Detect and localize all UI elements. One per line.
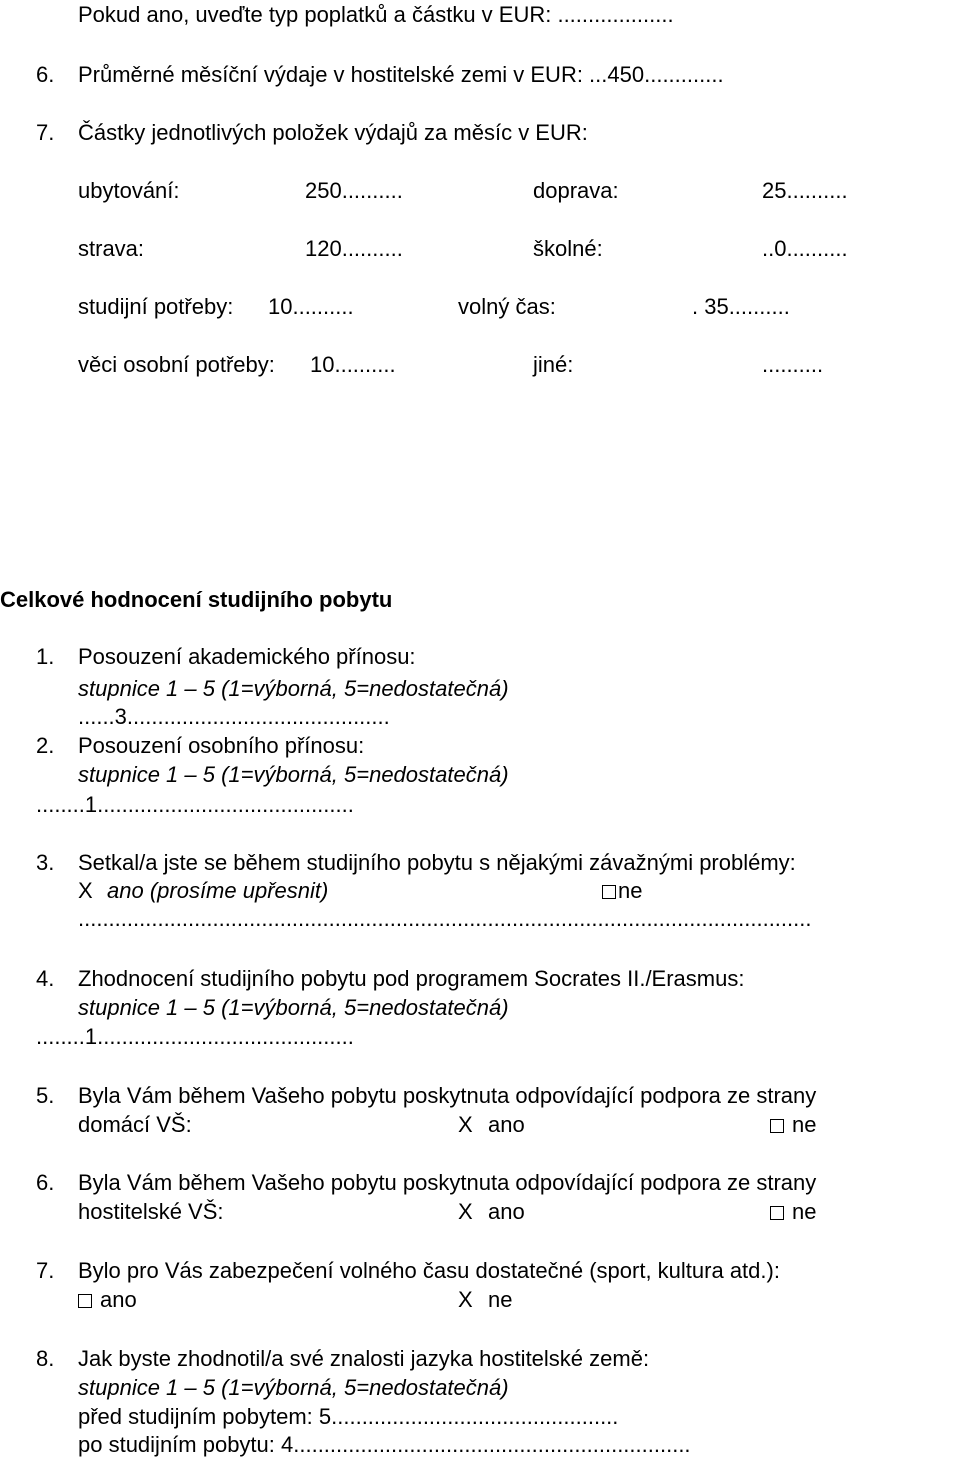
q4-answer: ........1.......................................... xyxy=(36,1024,354,1049)
q3-no-option xyxy=(602,878,642,904)
expense-study-label: studijní potřeby: xyxy=(78,294,234,319)
q5-number: 5. xyxy=(36,1083,55,1108)
q7-text: Částky jednotlivých položek výdajů za měsíc v EUR: xyxy=(78,120,588,145)
q4-text: Zhodnocení studijního pobytu pod programem Socrates II./Erasmus: xyxy=(78,966,745,991)
q5-yes-mark: X xyxy=(458,1112,473,1137)
expense-tuition-value: ..0.......... xyxy=(762,236,848,261)
q1-scale: stupnice 1 – 5 (1=výborná, 5=nedostatečná) xyxy=(78,676,509,701)
q1-answer: ......3........................................... xyxy=(78,704,390,729)
q5-no-label: ne xyxy=(792,1112,817,1137)
q5-no-option xyxy=(770,1112,816,1138)
q3-dots: ........................................................................................................................ xyxy=(78,906,812,931)
expense-accommodation-value: 250.......... xyxy=(305,178,403,203)
q5-no-checkbox-icon xyxy=(770,1119,784,1133)
q3-text: Setkal/a jste se během studijního pobytu s nějakými závažnými problémy: xyxy=(78,850,796,875)
q2-number: 2. xyxy=(36,733,55,758)
expense-food-label: strava: xyxy=(78,236,145,261)
q7b-number: 7. xyxy=(36,1258,55,1283)
expense-tuition-label: školné: xyxy=(533,236,603,261)
q6b-yes-label: ano xyxy=(488,1199,525,1224)
expense-study-value: 10.......... xyxy=(268,294,354,319)
expense-food-value: 120.......... xyxy=(305,236,403,261)
q7b-yes-option xyxy=(78,1287,137,1313)
q8-before: před studijním pobytem: 5............................................... xyxy=(78,1404,619,1429)
q5-text-2: domácí VŠ: xyxy=(78,1112,192,1137)
q3-number: 3. xyxy=(36,850,55,875)
q6b-text-2: hostitelské VŠ: xyxy=(78,1199,224,1224)
q2-text: Posouzení osobního přínosu: xyxy=(78,733,365,758)
expense-other-label: jiné: xyxy=(533,352,574,377)
q8-after: po studijním pobytu: 4................................................................. xyxy=(78,1432,691,1457)
expense-leisure-value: . 35.......... xyxy=(692,294,790,319)
q8-text: Jak byste zhodnotil/a své znalosti jazyka hostitelské země: xyxy=(78,1346,650,1371)
q1-text: Posouzení akademického přínosu: xyxy=(78,644,416,669)
q6b-number: 6. xyxy=(36,1170,55,1195)
expense-transport-value: 25.......... xyxy=(762,178,848,203)
q3-no-checkbox-icon xyxy=(602,885,616,899)
q6b-no-option xyxy=(770,1199,816,1225)
q3-yes-label: ano (prosíme upřesnit) xyxy=(107,878,329,903)
expense-personal-value: 10.......... xyxy=(310,352,396,377)
expense-transport-label: doprava: xyxy=(533,178,619,203)
q5-yes-label: ano xyxy=(488,1112,525,1137)
expense-other-value: .......... xyxy=(762,352,824,377)
q3-yes-mark: X xyxy=(78,878,93,903)
q6b-no-checkbox-icon xyxy=(770,1206,784,1220)
q7b-yes-label: ano xyxy=(100,1287,137,1312)
q5-text: Byla Vám během Vašeho pobytu poskytnuta odpovídající podpora ze strany xyxy=(78,1083,817,1108)
expense-leisure-label: volný čas: xyxy=(458,294,556,319)
q7b-no-mark: X xyxy=(458,1287,473,1312)
q7b-text: Bylo pro Vás zabezpečení volného času dostatečné (sport, kultura atd.): xyxy=(78,1258,780,1283)
q4-number: 4. xyxy=(36,966,55,991)
expense-accommodation-label: ubytování: xyxy=(78,178,180,203)
q8-scale: stupnice 1 – 5 (1=výborná, 5=nedostatečná) xyxy=(78,1375,509,1400)
section-title: Celkové hodnocení studijního pobytu xyxy=(0,587,393,612)
q3-no-label: ne xyxy=(618,878,643,903)
q7b-yes-checkbox-icon xyxy=(78,1294,92,1308)
q2-scale: stupnice 1 – 5 (1=výborná, 5=nedostatečná) xyxy=(78,762,509,787)
q8-number: 8. xyxy=(36,1346,55,1371)
q6-text: Průměrné měsíční výdaje v hostitelské zemi v EUR: ...450............. xyxy=(78,62,724,87)
q6b-yes-mark: X xyxy=(458,1199,473,1224)
q4-scale: stupnice 1 – 5 (1=výborná, 5=nedostatečná) xyxy=(78,995,509,1020)
fees-line: Pokud ano, uveďte typ poplatků a částku v EUR: ................... xyxy=(78,2,674,27)
q7-number: 7. xyxy=(36,120,55,145)
q2-answer: ........1.......................................... xyxy=(36,792,354,817)
expense-personal-label: věci osobní potřeby: xyxy=(78,352,275,377)
q6b-text: Byla Vám během Vašeho pobytu poskytnuta odpovídající podpora ze strany xyxy=(78,1170,817,1195)
q1-number: 1. xyxy=(36,644,55,669)
q6b-no-label: ne xyxy=(792,1199,817,1224)
q6-number: 6. xyxy=(36,62,55,87)
q7b-no-label: ne xyxy=(488,1287,513,1312)
